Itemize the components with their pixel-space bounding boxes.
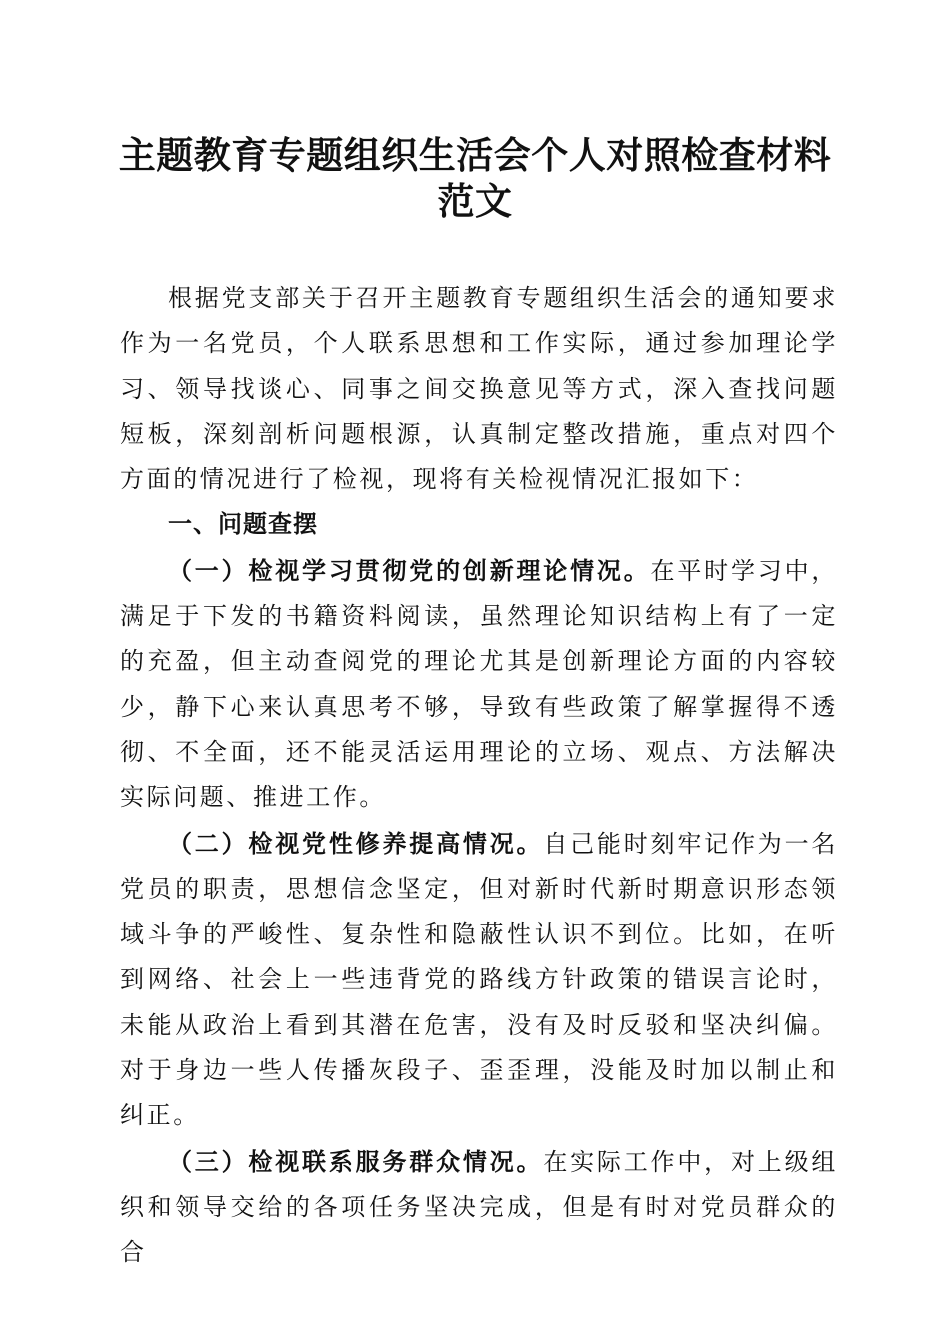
intro-paragraph: 根据党支部关于召开主题教育专题组织生活会的通知要求作为一名党员，个人联系思想和工作实际，通过参加理论学习、领导找谈心、同事之间交换意见等方式，深入查找问题短板，深刻剖析问题根源，认真制定整改措施，重点对四个方面的情况进行了检视，现将有关检视情况汇报如下： [120,284,838,494]
item-text-3: 在实际工作中，对上级组织和领导交给的各项任务坚决完成，但是有时对党员群众的合 [120,1147,838,1267]
item-paragraph-1 [120,548,838,821]
document-body [120,276,838,1276]
item-text-1: 在平时学习中，满足于下发的书籍资料阅读，虽然理论知识结构上有了一定的充盈，但主动查阅党的理论尤其是创新理论方面的内容较少，静下心来认真思考不够，导致有些政策了解掌握得不透彻、不全面，还不能灵活运用理论的立场、观点、方法解决实际问题、推进工作。 [120,556,838,812]
item-paragraph-3 [120,1139,838,1276]
item-lead-3: （三）检视联系服务群众情况。 [168,1146,544,1176]
item-text-2: 自己能时刻牢记作为一名党员的职责，思想信念坚定，但对新时代新时期意识形态领域斗争的严峻性、复杂性和隐蔽性认识不到位。比如，在听到网络、社会上一些违背党的路线方针政策的错误言论时，未能从政治上看到其潜在危害，没有及时反驳和坚决纠偏。对于身边一些人传播灰段子、歪歪理，没能及时加以制止和纠正。 [120,829,838,1130]
section-heading: 一、问题查摆 [168,510,318,539]
item-paragraph-2 [120,821,838,1139]
item-lead-1: （一）检视学习贯彻党的创新理论情况。 [168,555,651,585]
document-title: 主题教育专题组织生活会个人对照检查材料范文 [118,133,832,223]
item-lead-2: （二）检视党性修养提高情况。 [168,828,544,858]
